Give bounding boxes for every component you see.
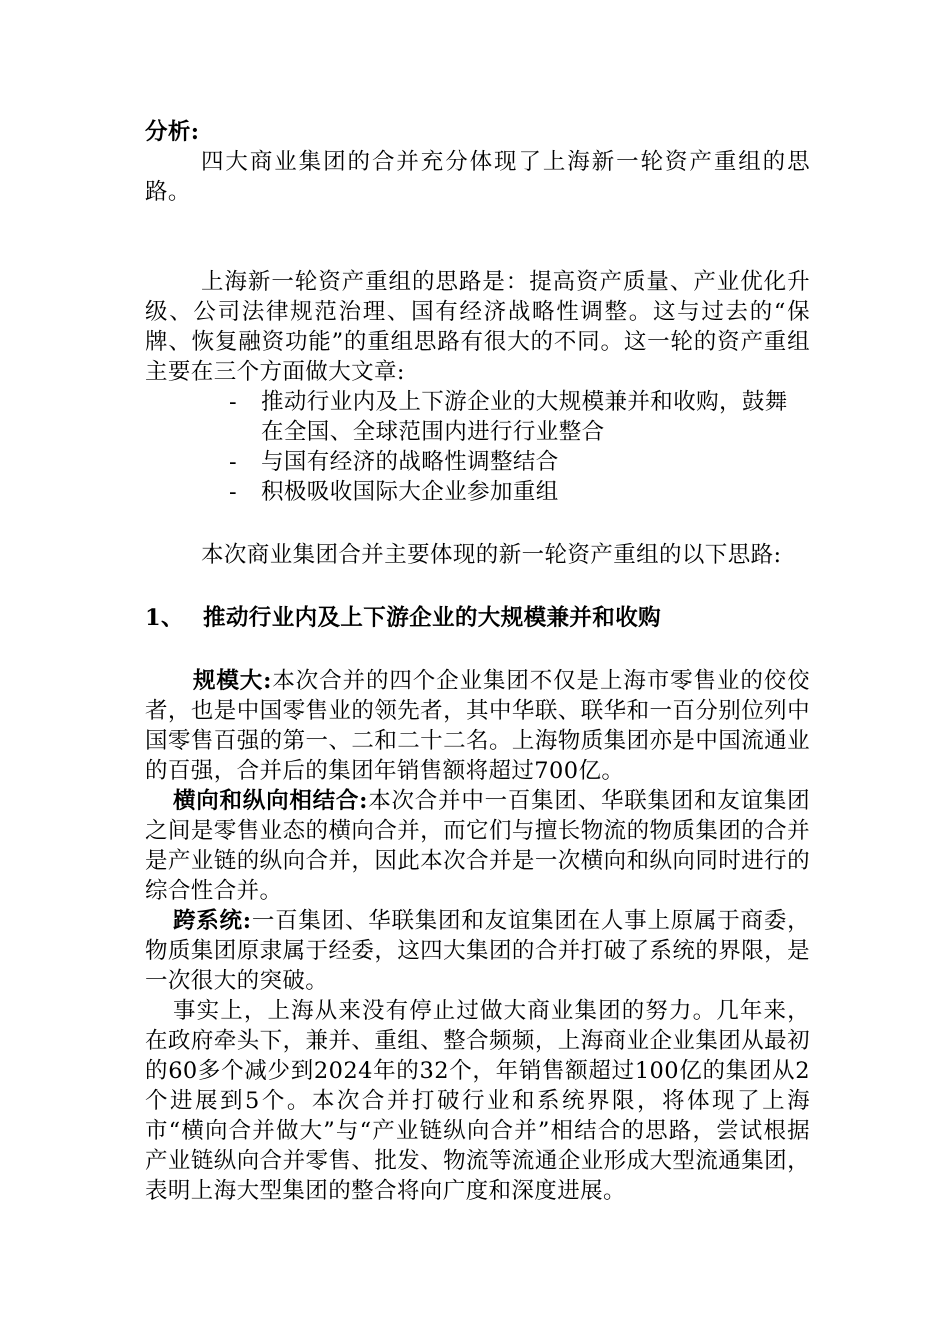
dash-marker: - (229, 479, 238, 505)
list-item-text: 推动行业内及上下游企业的大规模兼并和收购，鼓舞在全国、全球范围内进行行业整合 (261, 389, 788, 445)
list-item-text: 积极吸收国际大企业参加重组 (261, 479, 559, 505)
section-number: 1、 (145, 605, 184, 631)
idea-paragraph: 上海新一轮资产重组的思路是：提高资产质量、产业优化升级、公司法律规范治理、国有经济战略性调整。这与过去的“保牌、恢复融资功能”的重组思路有很大的不同。这一轮的资产重组主要在三个方面做大文章: (145, 269, 810, 385)
point-text: 一百集团、华联集团和友谊集团在人事上原属于商委，物质集团原隶属于经委，这四大集团的合并打破了系统的界限，是一次很大的突破。 (145, 908, 810, 994)
point-label: 规模大: (193, 668, 272, 694)
spacer (145, 207, 810, 267)
dash-marker: - (229, 449, 238, 475)
strategy-list (145, 387, 810, 507)
section-heading (145, 603, 810, 633)
point-paragraph (145, 666, 810, 786)
point-label: 跨系统: (173, 908, 252, 934)
point-label: 横向和纵向相结合: (173, 788, 368, 814)
analysis-label: 分析: (145, 119, 200, 145)
list-item-text: 与国有经济的战略性调整结合 (261, 449, 559, 475)
point-paragraph (145, 786, 810, 906)
list-item (229, 387, 810, 447)
list-item (229, 477, 810, 507)
dash-marker: - (229, 389, 238, 415)
document-body (145, 117, 810, 1206)
point-paragraph (145, 906, 810, 996)
intro-paragraph: 四大商业集团的合并充分体现了上海新一轮资产重组的思路。 (145, 149, 810, 205)
list-item (229, 447, 810, 477)
closing-paragraph: 事实上，上海从来没有停止过做大商业集团的努力。几年来，在政府牵头下，兼并、重组、整合频频，上海商业企业集团从最初的60多个减少到2024年的32个，年销售额超过100亿的集团从2个进展到5个。本次合并打破行业和系统界限，将体现了上海市“横向合并做大”与“产业链纵向合并”相结合的思路，尝试根据产业链纵向合并零售、批发、物流等流通企业形成大型流通集团，表明上海大型集团的整合将向广度和深度进展。 (145, 998, 810, 1204)
spacer (145, 633, 810, 666)
point-text: 本次合并的四个企业集团不仅是上海市零售业的佼佼者，也是中国零售业的领先者，其中华联、联华和一百分别位列中国零售百强的第一、二和二十二名。上海物质集团亦是中国流通业的百强，合并后的集团年销售额将超过700亿。 (145, 668, 811, 784)
spacer (145, 507, 810, 540)
section-title: 推动行业内及上下游企业的大规模兼并和收购 (203, 605, 662, 631)
summary-paragraph: 本次商业集团合并主要体现的新一轮资产重组的以下思路: (201, 542, 782, 568)
point-text: 本次合并中一百集团、华联集团和友谊集团之间是零售业态的横向合并，而它们与擅长物流的物质集团的合并是产业链的纵向合并，因此本次合并是一次横向和纵向同时进行的综合性合并。 (145, 788, 811, 904)
spacer (145, 570, 810, 603)
